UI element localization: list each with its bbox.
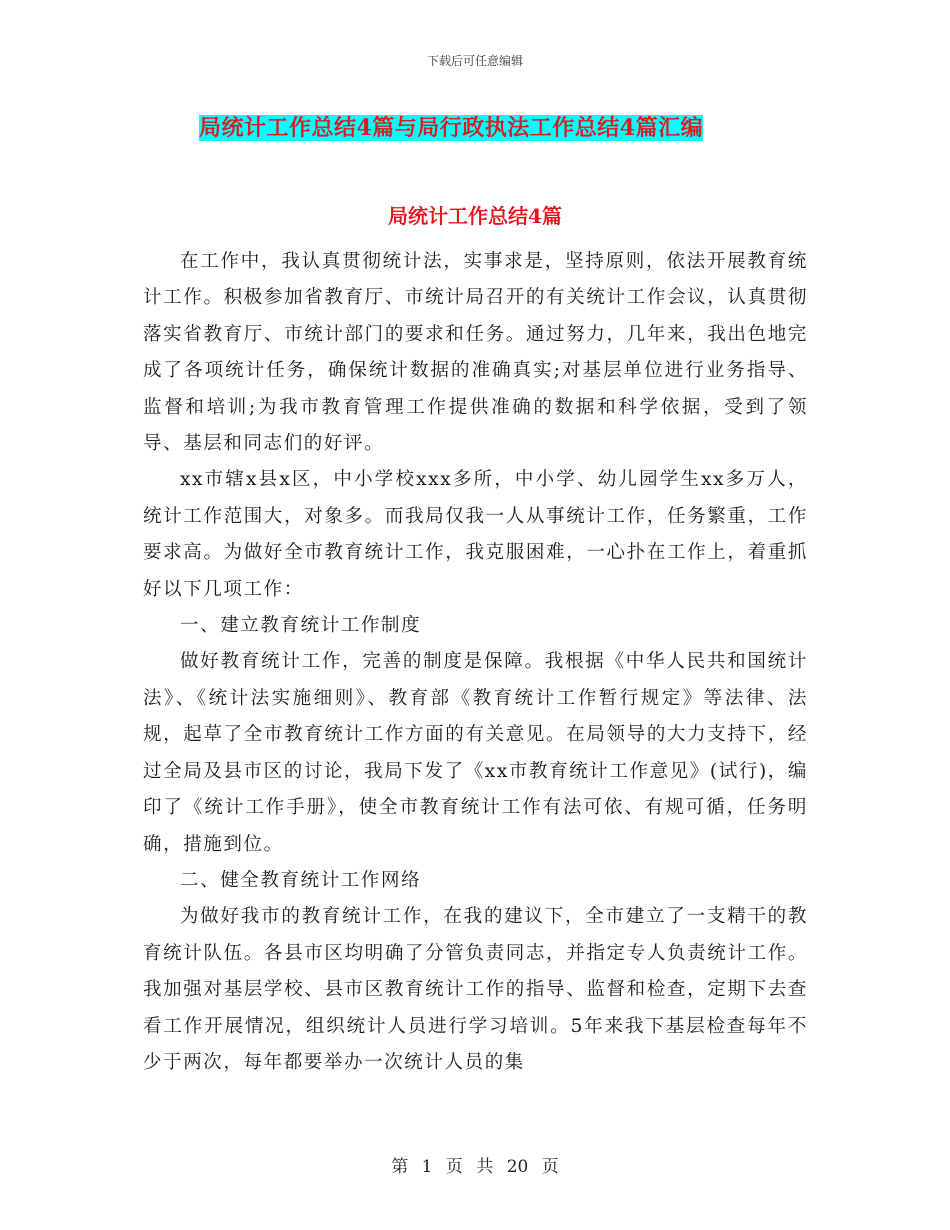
footer-prefix: 第 bbox=[391, 1157, 409, 1177]
main-title-text: 局统计工作总结4篇与局行政执法工作总结4篇汇编 bbox=[199, 115, 704, 141]
section-heading-1: 一、建立教育统计工作制度 bbox=[180, 615, 422, 637]
paragraph-4: 为做好我市的教育统计工作，在我的建议下，全市建立了一支精干的教育统计队伍。各县市区均明确了分管负责同志，并指定专人负责统计工作。我加强对基层学校、县市区教育统计工作的指导、监督和检查，定期下去查看工作开展情况，组织统计人员进行学习培训。5年来我下基层检查每年不少于两次，每年都要举办一次统计人员的集 bbox=[143, 906, 808, 1073]
paragraph-3: 做好教育统计工作，完善的制度是保障。我根据《中华人民共和国统计法》、《统计法实施细则》、教育部《教育统计工作暂行规定》等法律、法规，起草了全市教育统计工作方面的有关意见。在局领导的大力支持下，经过全局及县市区的讨论，我局下发了《xx市教育统计工作意见》(试行)，编印了《统计工作手册》，使全市教育统计工作有法可依、有规可循，任务明确，措施到位。 bbox=[143, 651, 808, 855]
header-note: 下载后可任意编辑 bbox=[426, 54, 523, 68]
footer-page-label: 页 bbox=[445, 1157, 463, 1177]
footer-total-pages: 20 bbox=[506, 1157, 529, 1177]
page-footer bbox=[0, 1152, 950, 1177]
footer-page-number: 1 bbox=[421, 1157, 433, 1177]
paragraph-2: xx市辖x县x区，中小学校xxx多所，中小学、幼儿园学生xx多万人，统计工作范围大，对象多。而我局仅我一人从事统计工作，任务繁重，工作要求高。为做好全市教育统计工作，我克服困难，一心扑在工作上，着重抓好以下几项工作： bbox=[143, 469, 808, 600]
paragraph-1: 在工作中，我认真贯彻统计法，实事求是，坚持原则，依法开展教育统计工作。积极参加省教育厅、市统计局召开的有关统计工作会议，认真贯彻落实省教育厅、市统计部门的要求和任务。通过努力，几年来，我出色地完成了各项统计任务，确保统计数据的准确真实;对基层单位进行业务指导、监督和培训;为我市教育管理工作提供准确的数据和科学依据，受到了领导、基层和同志们的好评。 bbox=[143, 251, 808, 455]
footer-total-label: 共 bbox=[476, 1157, 494, 1177]
section-heading-2: 二、健全教育统计工作网络 bbox=[180, 869, 422, 891]
section-title: 局统计工作总结4篇 bbox=[388, 204, 562, 228]
main-title bbox=[197, 112, 705, 144]
footer-suffix: 页 bbox=[541, 1157, 559, 1177]
document-body bbox=[143, 244, 808, 1081]
